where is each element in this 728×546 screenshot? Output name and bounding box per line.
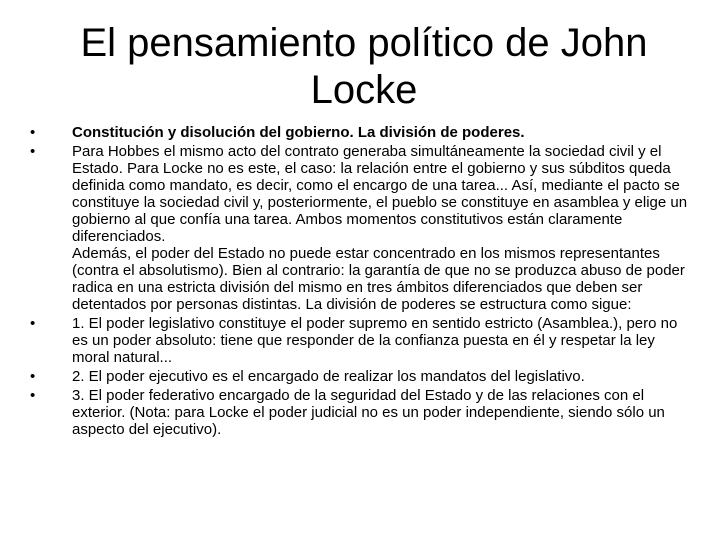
bullet-dot: • xyxy=(30,143,36,160)
bullet-item xyxy=(30,124,690,141)
bullet-text: Además, el poder del Estado no puede estar concentrado en los mismos representantes (contra el absolutismo). Bien al contrario: la garantía de que no se produzca abuso de poder radica en una estricta división del mismo en tres ámbitos diferenciados que deben ser detentados por personas distintas. La división de poderes se estructura como sigue: xyxy=(72,245,685,313)
bullet-text: Para Hobbes el mismo acto del contrato generaba simultáneamente la sociedad civil y el Estado. Para Locke no es este, el caso: la relación entre el gobierno y sus súbditos queda definida como mandato, es decir, como el encargo de una tarea... Así, mediante el pacto se constituye la sociedad civil y, posteriormente, el pueblo se constituye en asamblea y elige un gobierno al que confía una tarea. Ambos momentos constitutivos están claramente diferenciados. xyxy=(72,143,688,245)
bullet-item xyxy=(30,315,690,366)
bullet-dot: • xyxy=(30,368,36,385)
bullet-text: 1. El poder legislativo constituye el poder supremo en sentido estricto (Asamblea.), pero no es un poder absoluto: tiene que responder de la confianza puesta en él y respetar la ley moral natural... xyxy=(72,315,678,366)
bullet-item xyxy=(30,387,690,438)
slide-title: El pensamiento político de John Locke xyxy=(80,21,648,112)
bullet-text: 3. El poder federativo encargado de la seguridad del Estado y de las relaciones con el exterior. (Nota: para Locke el poder judicial no es un poder independiente, siendo sólo un aspecto del ejecutivo). xyxy=(72,387,665,438)
bullet-text: 2. El poder ejecutivo es el encargado de realizar los mandatos del legislativo. xyxy=(72,368,585,385)
bullet-dot: • xyxy=(30,387,36,404)
bullet-item xyxy=(30,368,690,385)
bullet-text: Constitución y disolución del gobierno. La división de poderes. xyxy=(72,124,525,141)
bullet-item xyxy=(30,143,690,313)
bullet-list xyxy=(30,124,690,440)
bullet-dot: • xyxy=(30,315,36,332)
bullet-dot: • xyxy=(30,124,36,141)
